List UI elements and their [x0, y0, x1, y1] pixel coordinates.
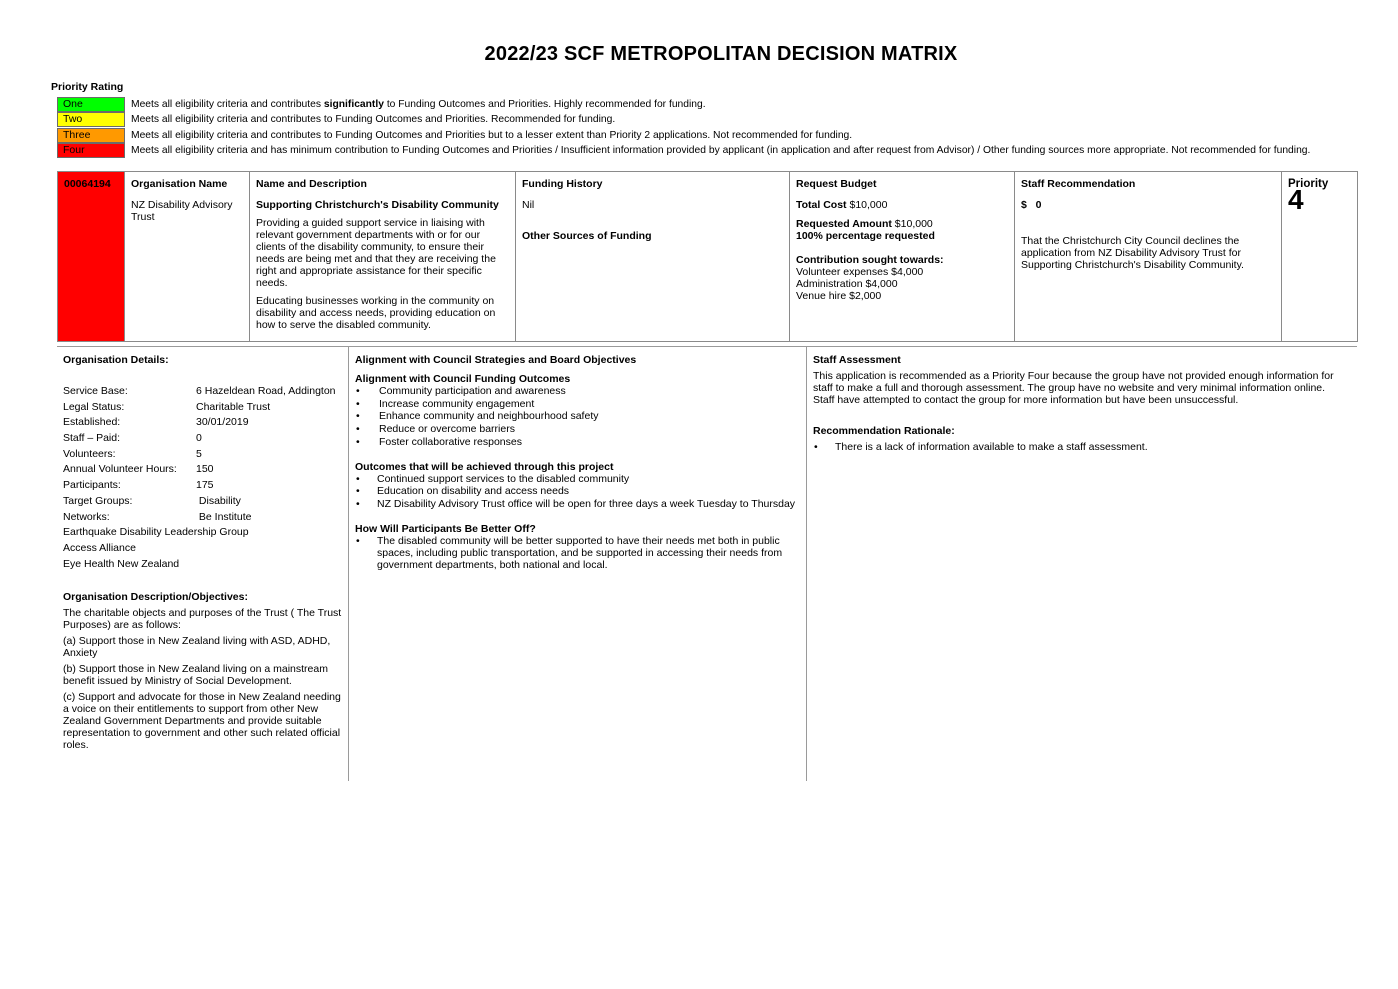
detail-row: Volunteers: 5 [63, 447, 202, 460]
priority-desc-four: Meets all eligibility criteria and has minimum contribution to Funding Outcomes and Priorities / Insufficient information provided by applicant (in application and after request from Advisor) / Other funding sources more appropriate. Not recommended for funding. [131, 145, 1311, 157]
priority-desc-one: Meets all eligibility criteria and contributes significantly to Funding Outcomes and Priorities. Highly recommended for funding. [131, 99, 706, 111]
network-item: Access Alliance [63, 541, 136, 554]
objectives-heading: Organisation Description/Objectives: [63, 591, 248, 604]
organisation-details-heading: Organisation Details: [63, 354, 169, 366]
other-sources-header: Other Sources of Funding [522, 230, 652, 242]
project-description: Educating businesses working in the community on disability and access needs, providing education on how to serve the disabled community. [256, 295, 496, 331]
list-item: • There is a lack of information available to make a staff assessment. [813, 441, 1345, 454]
priority-value: 4 [1288, 184, 1304, 215]
staff-assessment-heading: Staff Assessment [813, 354, 901, 366]
detail-row: Service Base: 6 Hazeldean Road, Addington [63, 385, 336, 397]
column-divider [806, 347, 807, 781]
list-item: • Community participation and awareness [355, 385, 805, 398]
detail-row: Annual Volunteer Hours: 150 [63, 463, 214, 476]
priority-legend-row [57, 97, 1310, 112]
priority-swatch-four: Four [57, 143, 125, 158]
staff-recommendation-cell [1015, 172, 1282, 342]
application-id-cell [58, 172, 125, 342]
network-item: Earthquake Disability Leadership Group [63, 526, 249, 539]
percentage-requested: 100% percentage requested [796, 230, 935, 242]
list-item: • Foster collaborative responses [355, 436, 805, 449]
priority-swatch-two: Two [57, 112, 125, 127]
objective-item: (c) Support and advocate for those in New Zealand needing a voice on their entitlements to support from other New Zealand Government Departments and provide suitable representation to government and other such related official roles. [63, 691, 341, 752]
project-description: Providing a guided support service in liaising with relevant government departments with or for our clients of the disability community, to ensure their needs are being met and that they are receiving the right and appropriate assistance for their specific needs. [256, 217, 496, 289]
detail-row: Legal Status: Charitable Trust [63, 400, 271, 413]
priority-legend-row [57, 112, 1310, 127]
project-name: Supporting Christchurch's Disability Community [256, 199, 499, 211]
detail-row: Participants: 175 [63, 479, 214, 492]
contribution-item: Volunteer expenses $4,000 [796, 266, 924, 278]
list-item: • NZ Disability Advisory Trust office will be open for three days a week Tuesday to Thursday [355, 498, 805, 511]
list-item: • Education on disability and access needs [355, 485, 805, 498]
list-item: • Continued support services to the disabled community [355, 473, 805, 486]
objective-item: (a) Support those in New Zealand living with ASD, ADHD, Anxiety [63, 635, 331, 660]
section-divider [57, 346, 1357, 347]
priority-desc-three: Meets all eligibility criteria and contributes to Funding Outcomes and Priorities but to a lesser extent than Priority 2 applications. Not recommended for funding. [131, 129, 853, 141]
alignment-section [355, 354, 805, 572]
staff-recommendation-amount: $ 0 [1021, 199, 1042, 211]
funding-outcomes-list [355, 385, 805, 449]
priority-cell [1282, 172, 1358, 342]
better-off-heading: How Will Participants Be Better Off? [355, 522, 536, 535]
request-budget-cell [790, 172, 1015, 342]
staff-assessment-section [813, 354, 1345, 454]
priority-swatch-three: Three [57, 128, 125, 143]
funding-outcomes-heading: Alignment with Council Funding Outcomes [355, 373, 571, 385]
better-off-list [355, 535, 805, 572]
name-description-cell [250, 172, 516, 342]
organisation-name: NZ Disability Advisory Trust [131, 199, 233, 223]
requested-amount-line: Requested Amount $10,000 [796, 218, 933, 230]
organisation-name-cell [125, 172, 250, 342]
priority-header: Priority [1288, 178, 1329, 190]
total-cost-line: Total Cost $10,000 [796, 199, 888, 211]
funding-history-cell [516, 172, 790, 342]
list-item: • Enhance community and neighbourhood safety [355, 410, 805, 423]
staff-recommendation-text: That the Christchurch City Council declines the application from NZ Disability Advisory Trust for Supporting Christchurch's Disability Community. [1021, 235, 1244, 271]
alignment-heading: Alignment with Council Strategies and Board Objectives [355, 354, 637, 366]
staff-recommendation-header: Staff Recommendation [1021, 178, 1136, 190]
detail-row: Networks: Be Institute [63, 510, 252, 523]
priority-legend-row [57, 128, 1310, 143]
funding-history-value: Nil [522, 199, 535, 211]
recommendation-rationale-heading: Recommendation Rationale: [813, 425, 955, 437]
staff-assessment-text: This application is recommended as a Priority Four because the group have not provided enough information for staff to make a full and thorough assessment. The group have no website and very minimal information online. Staff have attempted to contact the group for more information but have been unsuccessful. [813, 370, 1334, 406]
funding-history-header: Funding History [522, 178, 603, 190]
application-id: 00064194 [64, 178, 111, 190]
contribution-header: Contribution sought towards: [796, 254, 944, 266]
organisation-details-section [63, 354, 345, 757]
priority-desc-two: Meets all eligibility criteria and contributes to Funding Outcomes and Priorities. Recommended for funding. [131, 114, 616, 126]
priority-rating-heading: Priority Rating [51, 81, 124, 93]
objective-item: The charitable objects and purposes of the Trust ( The Trust Purposes) are as follows: [63, 607, 342, 632]
priority-swatch-one: One [57, 97, 125, 112]
detail-row: Target Groups: Disability [63, 494, 241, 507]
list-item: • The disabled community will be better supported to have their needs met both in public spaces, including public transportation, and be supported in accessing their needs from government departments, both national and local. [355, 535, 805, 572]
contribution-item: Administration $4,000 [796, 278, 898, 290]
network-item: Eye Health New Zealand [63, 557, 180, 570]
detail-row: Staff – Paid: 0 [63, 432, 202, 445]
list-item: • Increase community engagement [355, 398, 805, 411]
name-description-header: Name and Description [256, 178, 367, 190]
page-title: 2022/23 SCF METROPOLITAN DECISION MATRIX [484, 43, 958, 65]
application-summary-table [57, 171, 1358, 342]
organisation-name-header: Organisation Name [131, 178, 228, 190]
objective-item: (b) Support those in New Zealand living on a mainstream benefit issued by Ministry of Social Development. [63, 663, 328, 688]
contribution-item: Venue hire $2,000 [796, 290, 882, 302]
rationale-list [813, 441, 1345, 454]
request-budget-header: Request Budget [796, 178, 877, 190]
priority-legend-row [57, 143, 1310, 158]
priority-legend [57, 97, 1310, 158]
list-item: • Reduce or overcome barriers [355, 423, 805, 436]
detail-row: Established: 30/01/2019 [63, 416, 249, 429]
outcomes-achieved-list [355, 473, 805, 511]
outcomes-achieved-heading: Outcomes that will be achieved through this project [355, 460, 614, 473]
column-divider [348, 347, 349, 781]
